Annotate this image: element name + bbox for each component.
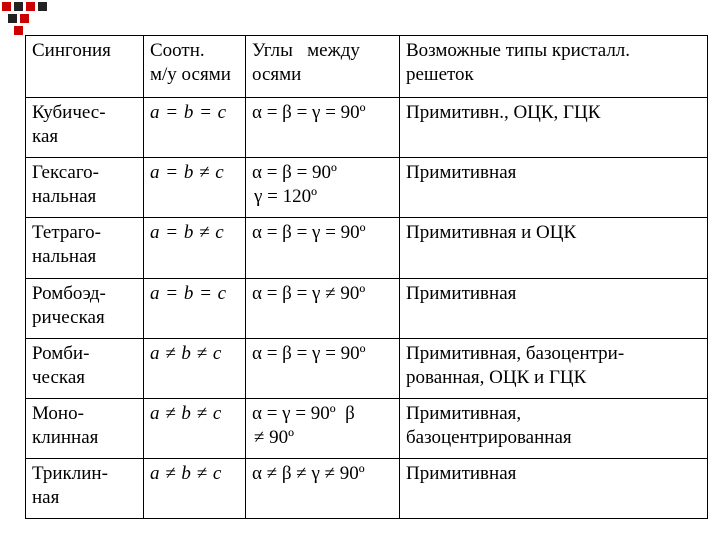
header-syngony: Сингония	[26, 36, 144, 98]
logo-square	[20, 14, 29, 23]
table-row	[26, 98, 708, 158]
syngony-cell	[26, 338, 144, 398]
axes-ratio-cell	[144, 98, 246, 158]
syngony-cell	[26, 458, 144, 518]
axes-ratio-cell-text: a = b = c	[150, 102, 227, 124]
axes-ratio-cell-text: a = b ≠ c	[150, 162, 225, 184]
axes-ratio-cell-text: a ≠ b ≠ c	[150, 402, 222, 424]
logo-square	[14, 2, 23, 11]
angles-cell-text: α = β = γ = 90º	[252, 222, 366, 244]
angles-cell-text: α = γ = 90º β	[252, 402, 355, 424]
lattice-types-cell	[400, 278, 708, 338]
syngony-cell-text: Тетраго-	[32, 222, 101, 244]
lattice-types-cell-text: Примитивная, базоцентри-	[406, 342, 625, 364]
axes-ratio-cell	[144, 158, 246, 218]
lattice-types-cell	[400, 458, 708, 518]
logo-square	[26, 2, 35, 11]
syngony-cell	[26, 218, 144, 278]
angles-cell-text: ≠ 90º	[254, 426, 295, 448]
angles-cell	[246, 98, 400, 158]
lattice-types-cell	[400, 158, 708, 218]
syngony-cell-text: ная	[32, 486, 60, 508]
lattice-types-cell	[400, 218, 708, 278]
syngony-cell-text: Ромби-	[32, 342, 90, 364]
slide-corner-logo	[0, 0, 60, 40]
axes-ratio-cell-text: a = b = c	[150, 282, 227, 304]
angles-cell	[246, 398, 400, 458]
syngony-cell-text: Кубичес-	[32, 102, 106, 124]
syngony-cell-text: ческая	[32, 366, 86, 388]
axes-ratio-cell	[144, 458, 246, 518]
angles-cell-text: α ≠ β ≠ γ ≠ 90º	[252, 462, 365, 484]
header-axes-ratio: Соотн. м/у осями	[144, 36, 246, 98]
syngony-cell-text: Гексаго-	[32, 162, 99, 184]
angles-cell-text: α = β = γ = 90º	[252, 342, 366, 364]
lattice-types-cell-text: Примитивная	[406, 282, 517, 304]
syngony-cell	[26, 158, 144, 218]
lattice-types-cell-text: Примитивная	[406, 462, 517, 484]
syngony-cell	[26, 398, 144, 458]
axes-ratio-cell	[144, 398, 246, 458]
table-row	[26, 338, 708, 398]
logo-square	[14, 26, 23, 35]
header-angles: Углы между осями	[246, 36, 400, 98]
lattice-types-cell-text: базоцентрированная	[406, 426, 572, 448]
table-row	[26, 398, 708, 458]
syngony-cell-text: нальная	[32, 186, 97, 208]
logo-square	[38, 2, 47, 11]
table-row	[26, 158, 708, 218]
syngony-cell	[26, 98, 144, 158]
angles-cell	[246, 218, 400, 278]
angles-cell-text: α = β = γ ≠ 90º	[252, 282, 366, 304]
syngony-cell-text: Моно-	[32, 402, 84, 424]
lattice-types-cell-text: Примитивн., ОЦК, ГЦК	[406, 102, 601, 124]
angles-cell-text: α = β = γ = 90º	[252, 102, 366, 124]
crystal-syngony-table	[25, 35, 708, 519]
axes-ratio-cell	[144, 278, 246, 338]
axes-ratio-cell-text: a ≠ b ≠ c	[150, 342, 222, 364]
angles-cell	[246, 158, 400, 218]
angles-cell	[246, 278, 400, 338]
lattice-types-cell	[400, 398, 708, 458]
axes-ratio-cell-text: a = b ≠ c	[150, 222, 225, 244]
table-header-row	[26, 36, 708, 98]
table-row	[26, 458, 708, 518]
table-row	[26, 278, 708, 338]
lattice-types-cell-text: Примитивная	[406, 162, 517, 184]
lattice-types-cell	[400, 98, 708, 158]
syngony-cell-text: рическая	[32, 306, 105, 328]
lattice-types-cell-text: рованная, ОЦК и ГЦК	[406, 366, 587, 388]
angles-cell-text: α = β = 90º	[252, 162, 337, 184]
logo-square	[8, 14, 17, 23]
syngony-cell-text: Триклин-	[32, 462, 108, 484]
angles-cell	[246, 458, 400, 518]
table-row	[26, 218, 708, 278]
axes-ratio-cell-text: a ≠ b ≠ c	[150, 462, 222, 484]
syngony-cell-text: кая	[32, 126, 59, 148]
syngony-cell-text: Ромбоэд-	[32, 282, 106, 304]
syngony-cell-text: нальная	[32, 246, 97, 268]
axes-ratio-cell	[144, 218, 246, 278]
angles-cell	[246, 338, 400, 398]
logo-square	[2, 2, 11, 11]
axes-ratio-cell	[144, 338, 246, 398]
syngony-cell-text: клинная	[32, 426, 99, 448]
lattice-types-cell-text: Примитивная,	[406, 402, 522, 424]
lattice-types-cell	[400, 338, 708, 398]
angles-cell-text: γ = 120º	[254, 186, 318, 208]
header-lattice-types: Возможные типы кристалл. решеток	[400, 36, 708, 98]
syngony-cell	[26, 278, 144, 338]
lattice-types-cell-text: Примитивная и ОЦК	[406, 222, 577, 244]
